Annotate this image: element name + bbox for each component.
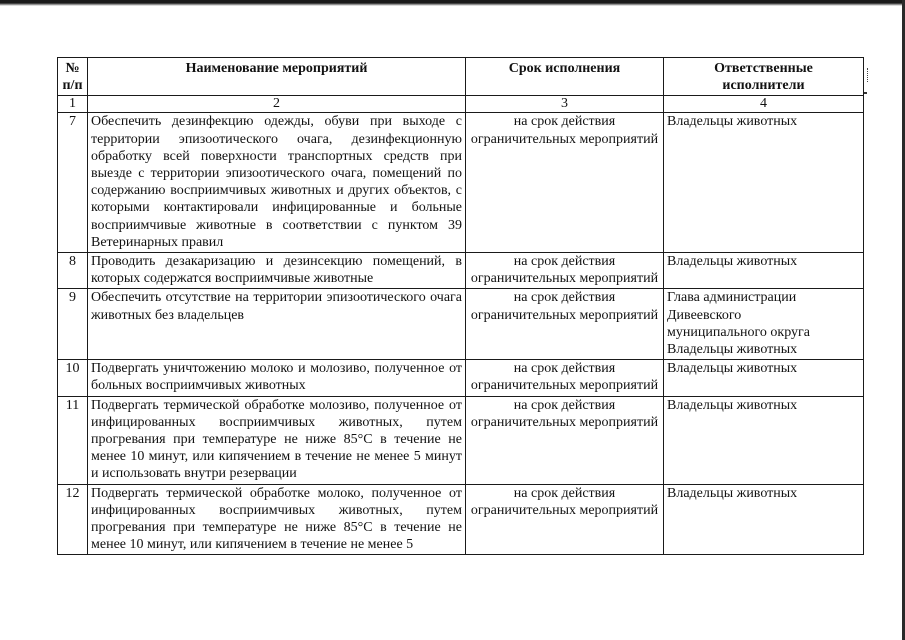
table-row (58, 113, 864, 253)
measures-table (57, 57, 864, 555)
row-term: на срок действия ограничительных мероприятий (466, 396, 664, 484)
row-number: 10 (58, 360, 88, 396)
column-number-3: 3 (466, 96, 664, 113)
scan-border-top (0, 0, 905, 6)
row-activity: Проводить дезакаризацию и дезинсекцию помещений, в которых содержатся восприимчивые животные (88, 253, 466, 289)
responsible-line: Владельцы животных (667, 485, 798, 501)
header-number-sub: п/п (62, 78, 83, 94)
header-responsible-line2: исполнители (722, 78, 805, 94)
responsible-line: Владельцы животных (667, 254, 798, 270)
row-responsible (664, 289, 864, 360)
table-row (58, 396, 864, 484)
row-term: на срок действия ограничительных мероприятий (466, 253, 664, 289)
row-term: на срок действия ограничительных мероприятий (466, 289, 664, 360)
row-responsible (664, 360, 864, 396)
table-row (58, 289, 864, 360)
table-row (58, 484, 864, 555)
row-activity: Подвергать термической обработке молозиво, полученное от инфицированных восприимчивых животных, путем прогревания при температуре не ниже 85°С в течение не менее 10 минут, или кипячением в течение не менее 5 минут и использовать внутри резервации (88, 396, 466, 484)
row-responsible (664, 396, 864, 484)
row-number: 8 (58, 253, 88, 289)
header-term: Срок исполнения (466, 58, 664, 96)
table-header-row (58, 58, 864, 96)
row-number: 11 (58, 396, 88, 484)
column-number-4: 4 (664, 96, 864, 113)
row-responsible (664, 253, 864, 289)
responsible-line: Дивеевского (667, 307, 742, 323)
header-number (58, 58, 88, 96)
table-row (58, 253, 864, 289)
row-term: на срок действия ограничительных мероприятий (466, 484, 664, 555)
header-activity: Наименование мероприятий (88, 58, 466, 96)
row-number: 7 (58, 113, 88, 253)
responsible-line: Глава администрации (667, 290, 797, 306)
row-activity: Обеспечить отсутствие на территории эпизоотического очага животных без владельцев (88, 289, 466, 360)
header-responsible-line1: Ответственные (714, 61, 813, 76)
row-activity: Подвергать термической обработке молоко, полученное от инфицированных восприимчивых животных, путем прогревания при температуре не ниже 85°С в течение не менее 10 минут, или кипячением в течение не менее 5 (88, 484, 466, 555)
row-activity: Обеспечить дезинфекцию одежды, обуви при выходе с территории эпизоотического очага, дезинфекционную обработку всей поверхности транспортных средств при выезде с территории эпизоотического очага, помещений по содержанию восприимчивых животных и других объектов, с которыми контактировали инфицированные и больные восприимчивые животные в соответствии с пунктом 39 Ветеринарных правил (88, 113, 466, 253)
table-row (58, 360, 864, 396)
responsible-line: Владельцы животных (667, 361, 798, 377)
responsible-line: Владельцы животных (667, 397, 798, 413)
responsible-line: муниципального округа (667, 324, 810, 340)
responsible-line: Владельцы животных (667, 342, 798, 358)
column-number-2: 2 (88, 96, 466, 113)
row-responsible (664, 113, 864, 253)
row-term: на срок действия ограничительных мероприятий (466, 113, 664, 253)
row-number: 12 (58, 484, 88, 555)
row-number: 9 (58, 289, 88, 360)
header-number-symbol: № (65, 61, 80, 76)
column-number-1: 1 (58, 96, 88, 113)
row-activity: Подвергать уничтожению молоко и молозиво, полученное от больных восприимчивых животных (88, 360, 466, 396)
scan-artifact-dash (864, 92, 867, 94)
row-responsible (664, 484, 864, 555)
row-term: на срок действия ограничительных мероприятий (466, 360, 664, 396)
column-number-row (58, 96, 864, 113)
responsible-line: Владельцы животных (667, 114, 798, 130)
header-responsible (664, 58, 864, 96)
